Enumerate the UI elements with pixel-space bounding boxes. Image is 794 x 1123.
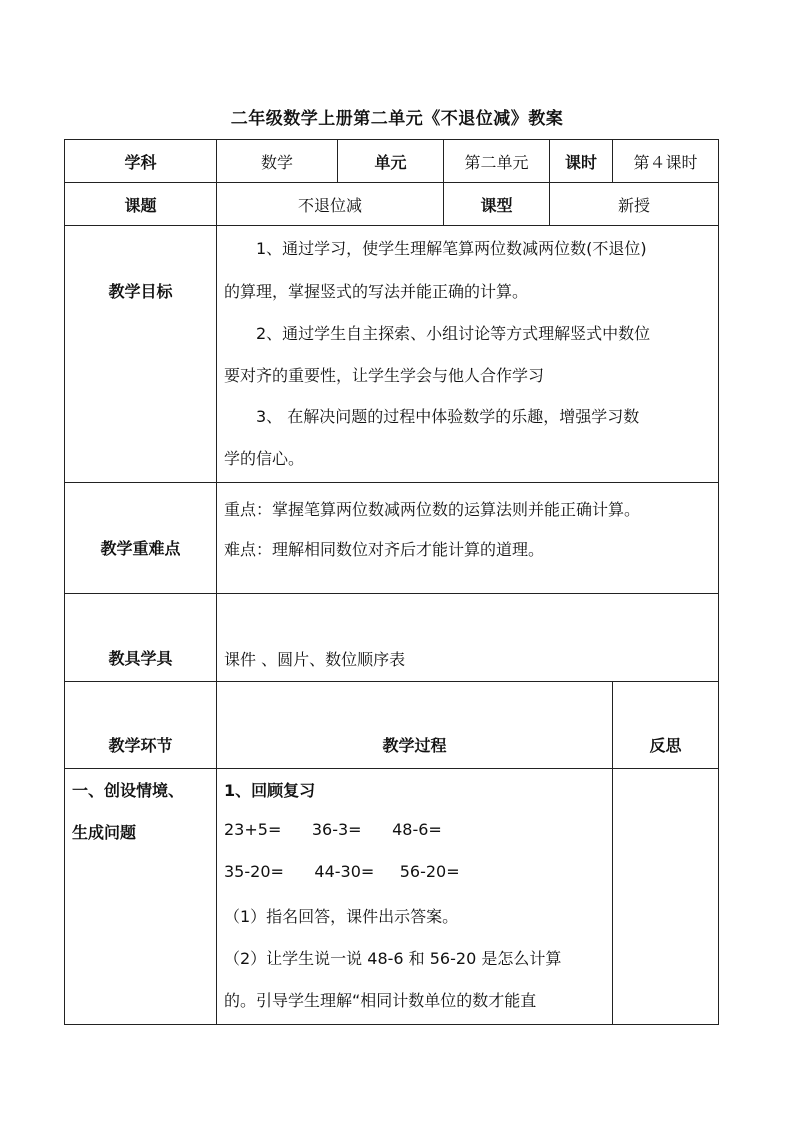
subject-label: 学科 [124,152,157,172]
goals-label: 教学目标 [108,281,173,301]
type-label: 课型 [480,195,513,215]
row-divider [64,681,719,682]
unit-value: 第二单元 [464,152,529,172]
period-value: 第４课时 [633,152,698,172]
goals-line: 学的信心。 [224,449,305,468]
type-value: 新授 [617,195,650,215]
process-header: 教学过程 [382,735,447,755]
goals-line: 1、通过学习，使学生理解笔算两位数减两位数(不退位) [256,239,647,258]
topic-label: 课题 [124,195,157,215]
stage1-line: （1）指名回答，课件出示答案。 [224,907,459,926]
tools-value: 课件 、圆片、数位顺序表 [224,650,406,669]
stage1-line: 23+5= 36-3= 48-6= [224,820,442,839]
unit-label: 单元 [374,152,407,172]
stage1-label: 生成问题 [72,823,137,842]
stage1-line: 的。引导学生理解“相同计数单位的数才能直 [224,991,537,1010]
goals-line: 2、通过学生自主探索、小组讨论等方式理解竖式中数位 [256,324,651,343]
row-divider [64,768,719,769]
goals-line: 3、 在解决问题的过程中体验数学的乐趣，增强学习数 [256,407,640,426]
stage1-heading: 1、回顾复习 [224,781,316,800]
goals-line: 的算理，掌握竖式的写法并能正确的计算。 [224,282,529,301]
goals-line: 要对齐的重要性，让学生学会与他人合作学习 [224,366,545,385]
table-border-bottom [64,1024,719,1025]
key-point-line: 重点：掌握笔算两位数减两位数的运算法则并能正确计算。 [224,500,641,519]
tools-label: 教具学具 [108,648,173,668]
stage1-line: 35-20= 44-30= 56-20= [224,862,460,881]
stage1-label: 一、创设情境、 [72,781,185,800]
row-divider [64,482,719,483]
stage1-line: （2）让学生说一说 48-6 和 56-20 是怎么计算 [224,949,562,968]
row-divider [64,593,719,594]
column-divider [216,139,217,1025]
period-label: 课时 [564,152,597,172]
reflection-header: 反思 [649,735,682,755]
key-points-label: 教学重难点 [100,538,181,558]
stage-header: 教学环节 [108,735,173,755]
topic-value: 不退位减 [297,195,362,215]
subject-value: 数学 [260,152,293,172]
key-point-line: 难点：理解相同数位对齐后才能计算的道理。 [224,540,545,559]
document-title: 二年级数学上册第二单元《不退位减》教案 [230,109,564,129]
table-border-right [718,139,719,1025]
